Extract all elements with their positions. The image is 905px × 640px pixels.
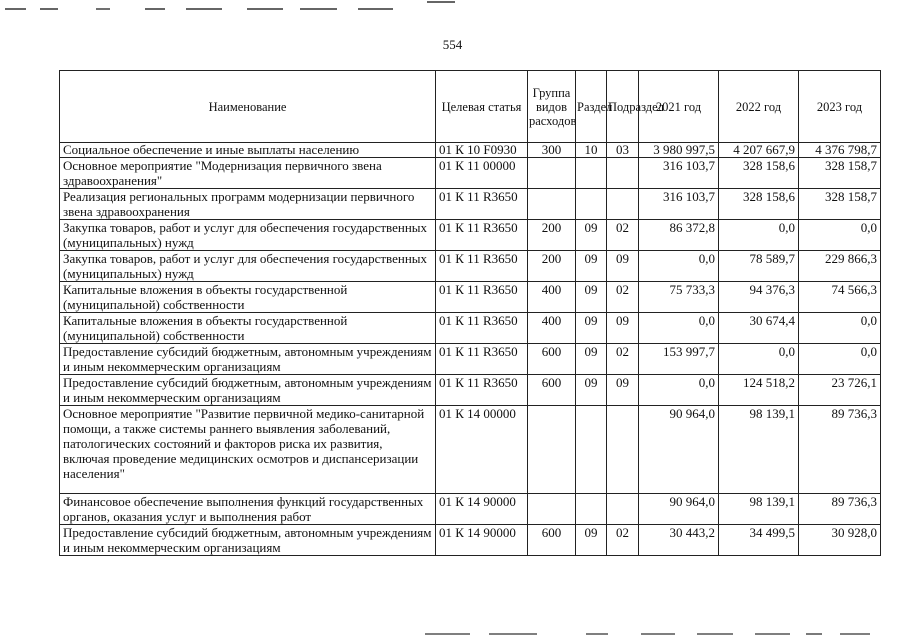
row-name: Капитальные вложения в объекты государственной (муниципальной) собственности [60,313,436,344]
row-2023: 30 928,0 [799,525,881,556]
row-group [528,406,576,494]
row-2022: 94 376,3 [719,282,799,313]
row-section: 09 [576,251,607,282]
row-section: 09 [576,525,607,556]
row-2023: 0,0 [799,220,881,251]
table-row [60,282,881,313]
table-row [60,189,881,220]
row-code: 01 К 14 90000 [436,494,528,525]
header-subsection: Подраздел [607,71,639,143]
row-group: 200 [528,220,576,251]
header-expense-group: Группа видов расходов [528,71,576,143]
row-2023: 0,0 [799,344,881,375]
row-group: 400 [528,282,576,313]
table-row [60,375,881,406]
row-code: 01 К 14 90000 [436,525,528,556]
row-code: 01 К 10 F0930 [436,143,528,158]
table-row [60,494,881,525]
row-code: 01 К 11 R3650 [436,282,528,313]
row-2021: 86 372,8 [639,220,719,251]
row-section: 09 [576,344,607,375]
row-2021: 0,0 [639,375,719,406]
row-group: 300 [528,143,576,158]
row-2022: 328 158,6 [719,189,799,220]
row-subsection [607,158,639,189]
row-name: Реализация региональных программ модернизации первичного звена здравоохранения [60,189,436,220]
header-section: Раздел [576,71,607,143]
row-section: 09 [576,375,607,406]
row-2023: 4 376 798,7 [799,143,881,158]
row-subsection: 03 [607,143,639,158]
row-2021: 153 997,7 [639,344,719,375]
row-subsection: 02 [607,220,639,251]
row-name: Предоставление субсидий бюджетным, автономным учреждениям и иным некоммерческим организациям [60,525,436,556]
scan-artifact-top [0,0,905,20]
row-section [576,158,607,189]
row-group: 400 [528,313,576,344]
row-section [576,406,607,494]
row-2021: 30 443,2 [639,525,719,556]
table-row [60,406,881,494]
row-2023: 23 726,1 [799,375,881,406]
row-group [528,189,576,220]
row-2021: 0,0 [639,313,719,344]
row-code: 01 К 11 00000 [436,158,528,189]
row-2021: 316 103,7 [639,189,719,220]
row-subsection [607,189,639,220]
row-subsection: 02 [607,282,639,313]
row-2022: 34 499,5 [719,525,799,556]
row-section: 09 [576,282,607,313]
row-group: 200 [528,251,576,282]
budget-table [59,70,881,556]
row-subsection: 09 [607,375,639,406]
row-section: 10 [576,143,607,158]
row-code: 01 К 11 R3650 [436,344,528,375]
row-2023: 89 736,3 [799,406,881,494]
header-target-article: Целевая статья [436,71,528,143]
row-name: Социальное обеспечение и иные выплаты населению [60,143,436,158]
row-2021: 75 733,3 [639,282,719,313]
table-row [60,220,881,251]
row-section [576,494,607,525]
row-subsection: 09 [607,313,639,344]
row-2022: 124 518,2 [719,375,799,406]
row-2022: 98 139,1 [719,494,799,525]
row-2021: 0,0 [639,251,719,282]
row-subsection: 02 [607,344,639,375]
row-code: 01 К 11 R3650 [436,251,528,282]
header-year-2023: 2023 год [799,71,881,143]
row-name: Основное мероприятие "Развитие первичной медико-санитарной помощи, а также системы раннего выявления заболеваний, патологических состояний и факторов риска их развития, включая проведение медицинских осмотров и диспансеризации населения" [60,406,436,494]
row-subsection [607,494,639,525]
row-2023: 229 866,3 [799,251,881,282]
row-group [528,158,576,189]
row-2021: 90 964,0 [639,494,719,525]
table-header-row [60,71,881,143]
row-2022: 78 589,7 [719,251,799,282]
row-2022: 0,0 [719,344,799,375]
row-name: Закупка товаров, работ и услуг для обеспечения государственных (муниципальных) нужд [60,220,436,251]
row-subsection: 02 [607,525,639,556]
table-row [60,344,881,375]
row-subsection [607,406,639,494]
row-group: 600 [528,525,576,556]
row-2023: 328 158,7 [799,158,881,189]
row-group: 600 [528,375,576,406]
row-name: Основное мероприятие "Модернизация первичного звена здравоохранения" [60,158,436,189]
row-code: 01 К 11 R3650 [436,189,528,220]
row-2021: 3 980 997,5 [639,143,719,158]
page-number: 554 [442,37,463,52]
row-name: Финансовое обеспечение выполнения функций государственных органов, оказания услуг и выполнения работ [60,494,436,525]
row-2022: 30 674,4 [719,313,799,344]
table-row [60,158,881,189]
row-2023: 74 566,3 [799,282,881,313]
row-2023: 328 158,7 [799,189,881,220]
row-name: Предоставление субсидий бюджетным, автономным учреждениям и иным некоммерческим организациям [60,344,436,375]
row-2022: 98 139,1 [719,406,799,494]
header-name: Наименование [60,71,436,143]
row-name: Капитальные вложения в объекты государственной (муниципальной) собственности [60,282,436,313]
row-code: 01 К 14 00000 [436,406,528,494]
row-2022: 4 207 667,9 [719,143,799,158]
row-code: 01 К 11 R3650 [436,220,528,251]
row-2023: 89 736,3 [799,494,881,525]
row-2022: 328 158,6 [719,158,799,189]
row-section [576,189,607,220]
table-row [60,313,881,344]
header-year-2021: 2021 год [639,71,719,143]
row-2021: 90 964,0 [639,406,719,494]
header-year-2022: 2022 год [719,71,799,143]
row-group: 600 [528,344,576,375]
row-2023: 0,0 [799,313,881,344]
row-code: 01 К 11 R3650 [436,313,528,344]
scan-artifact-bottom [0,628,905,640]
row-name: Предоставление субсидий бюджетным, автономным учреждениям и иным некоммерческим организациям [60,375,436,406]
table-row [60,525,881,556]
row-2022: 0,0 [719,220,799,251]
row-section: 09 [576,313,607,344]
row-name: Закупка товаров, работ и услуг для обеспечения государственных (муниципальных) нужд [60,251,436,282]
row-group [528,494,576,525]
table-row [60,143,881,158]
row-code: 01 К 11 R3650 [436,375,528,406]
table-row [60,251,881,282]
row-2021: 316 103,7 [639,158,719,189]
row-section: 09 [576,220,607,251]
row-subsection: 09 [607,251,639,282]
